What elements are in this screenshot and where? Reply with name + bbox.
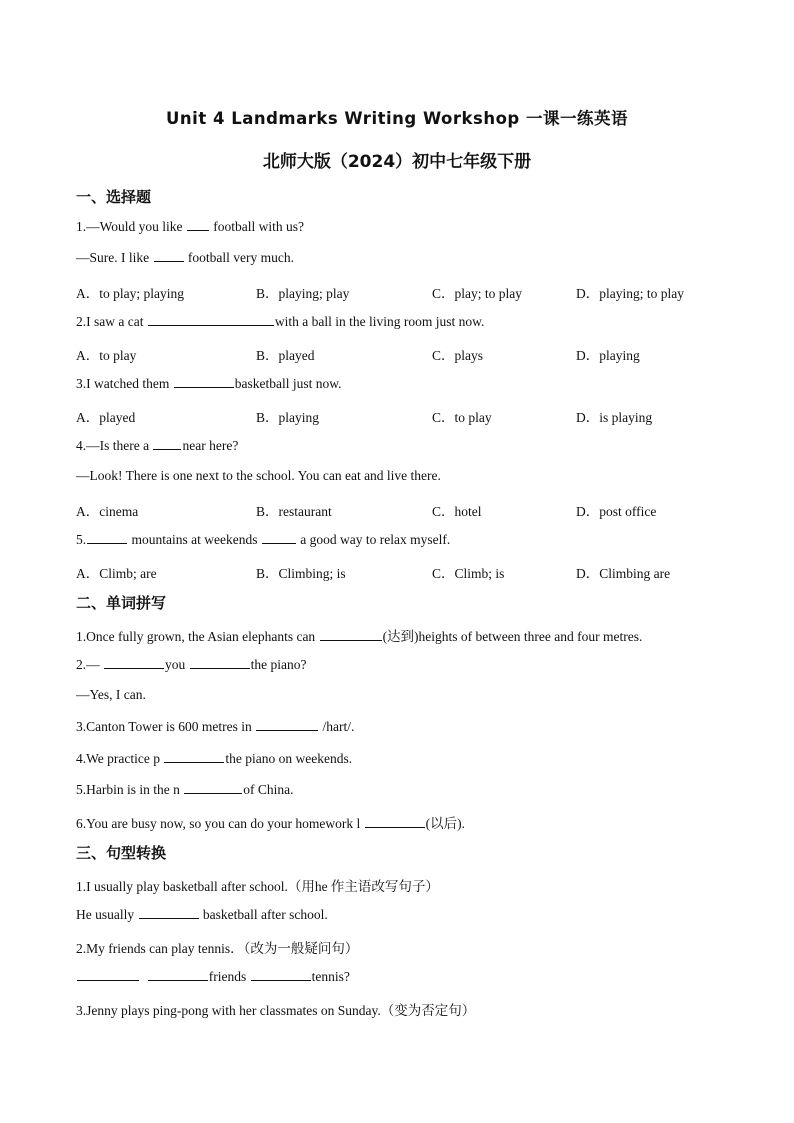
trans-1-text-b: basketball after school. [199, 907, 328, 922]
q5-text-c: a good way to relax myself. [296, 532, 451, 547]
q3-option-c[interactable]: C．to play [432, 410, 492, 425]
question-2 [76, 313, 484, 330]
trans-2-blank-2[interactable] [148, 968, 208, 981]
question-5 [76, 531, 450, 548]
spell-3-blank[interactable] [256, 718, 318, 731]
q5-blank-2[interactable] [262, 531, 296, 544]
trans-1-text-a: He usually [76, 907, 138, 922]
spell-2-text-c: the piano? [250, 657, 307, 672]
q3-text-b: basketball just now. [234, 376, 342, 391]
spell-3-text-a: 3.Canton Tower is 600 metres in [76, 719, 256, 734]
q1-blank-1[interactable] [187, 218, 209, 231]
transform-1-answer [76, 906, 328, 923]
q5-option-a[interactable]: A．Climb; are [76, 566, 157, 581]
spelling-6 [76, 812, 465, 832]
spelling-3 [76, 718, 354, 735]
spell-3-text-b: /hart/. [319, 719, 355, 734]
section-heading-spelling: 二、单词拼写 [76, 594, 167, 612]
q3-option-a[interactable]: A．played [76, 410, 136, 425]
spell-2-text-a: 2.— [76, 657, 103, 672]
transform-2: 2.My friends can play tennis．（改为一般疑问句） [76, 941, 359, 956]
spell-6-blank[interactable] [365, 815, 425, 828]
spell-5-blank[interactable] [184, 781, 242, 794]
spell-5-text-b: of China. [243, 782, 294, 797]
spell-2-text-b: you [165, 657, 189, 672]
spelling-2-answer: —Yes, I can. [76, 687, 146, 702]
trans-2-blank-3[interactable] [251, 968, 311, 981]
q5-text-b: mountains at weekends [128, 532, 261, 547]
spell-1-blank[interactable] [320, 628, 382, 641]
q3-option-b[interactable]: B．playing [256, 410, 319, 425]
section-heading-choice: 一、选择题 [76, 188, 152, 206]
q2-text-b: with a ball in the living room just now. [274, 314, 485, 329]
question-4-line-1 [76, 437, 238, 454]
spelling-5 [76, 781, 294, 798]
q4-option-d[interactable]: D．post office [576, 504, 657, 519]
q2-option-b[interactable]: B．played [256, 348, 315, 363]
question-1-line-1 [76, 218, 304, 235]
spell-2-blank-2[interactable] [190, 656, 250, 669]
trans-1-blank[interactable] [139, 906, 199, 919]
spell-4-blank[interactable] [164, 750, 224, 763]
q4-blank[interactable] [153, 437, 181, 450]
spell-5-text-a: 5.Harbin is in the n [76, 782, 184, 797]
spelling-1 [76, 625, 642, 645]
spell-1-text-a: 1.Once fully grown, the Asian elephants can [76, 629, 319, 644]
trans-2-text-c: tennis? [311, 969, 350, 984]
q2-text-a: 2.I saw a cat [76, 314, 147, 329]
question-4-line-2: —Look! There is one next to the school. You can eat and live there. [76, 468, 441, 483]
q3-blank[interactable] [174, 375, 234, 388]
trans-2-blank-1[interactable] [77, 968, 139, 981]
q2-blank[interactable] [148, 313, 274, 326]
spelling-4 [76, 750, 352, 767]
spell-4-text-a: 4.We practice p [76, 751, 164, 766]
q2-option-d[interactable]: D．playing [576, 348, 640, 363]
q5-text-a: 5. [76, 532, 87, 547]
q4-option-a[interactable]: A．cinema [76, 504, 139, 519]
q5-blank-1[interactable] [87, 531, 127, 544]
trans-2-text-b: friends [208, 969, 250, 984]
spell-1-text-b: (达到)heights of between three and four metres. [382, 629, 643, 644]
transform-3: 3.Jenny plays ping-pong with her classmates on Sunday.（变为否定句） [76, 1003, 476, 1018]
q4-text-a: 4.—Is there a [76, 438, 153, 453]
q3-option-d[interactable]: D．is playing [576, 410, 653, 425]
spell-6-text-b: (以后). [425, 816, 465, 831]
q1-text-c: —Sure. I like [76, 250, 153, 265]
q3-text-a: 3.I watched them [76, 376, 173, 391]
question-1-line-2 [76, 249, 294, 266]
q1-option-c[interactable]: C．play; to play [432, 286, 522, 301]
q1-option-a[interactable]: A．to play; playing [76, 286, 184, 301]
document-subtitle: 北师大版（2024）初中七年级下册 [262, 152, 532, 172]
q1-option-d[interactable]: D．playing; to play [576, 286, 684, 301]
document-title: Unit 4 Landmarks Writing Workshop 一课一练英语 [166, 109, 628, 128]
q2-option-a[interactable]: A．to play [76, 348, 137, 363]
q4-option-c[interactable]: C．hotel [432, 504, 482, 519]
q1-text-a: 1.—Would you like [76, 219, 186, 234]
transform-1: 1.I usually play basketball after school.（用he 作主语改写句子） [76, 879, 439, 894]
question-3 [76, 375, 341, 392]
q5-option-c[interactable]: C．Climb; is [432, 566, 505, 581]
spell-4-text-b: the piano on weekends. [225, 751, 353, 766]
spelling-2 [76, 656, 306, 673]
q4-text-b: near here? [182, 438, 239, 453]
q5-option-b[interactable]: B．Climbing; is [256, 566, 346, 581]
q1-blank-2[interactable] [154, 249, 184, 262]
section-heading-transform: 三、句型转换 [76, 844, 167, 862]
q1-option-b[interactable]: B．playing; play [256, 286, 350, 301]
spell-2-blank-1[interactable] [104, 656, 164, 669]
q1-text-b: football with us? [209, 219, 305, 234]
spell-6-text-a: 6.You are busy now, so you can do your homework l [76, 816, 364, 831]
q5-option-d[interactable]: D．Climbing are [576, 566, 671, 581]
q1-text-d: football very much. [184, 250, 294, 265]
transform-2-answer [76, 968, 350, 985]
q4-option-b[interactable]: B．restaurant [256, 504, 332, 519]
q2-option-c[interactable]: C．plays [432, 348, 484, 363]
